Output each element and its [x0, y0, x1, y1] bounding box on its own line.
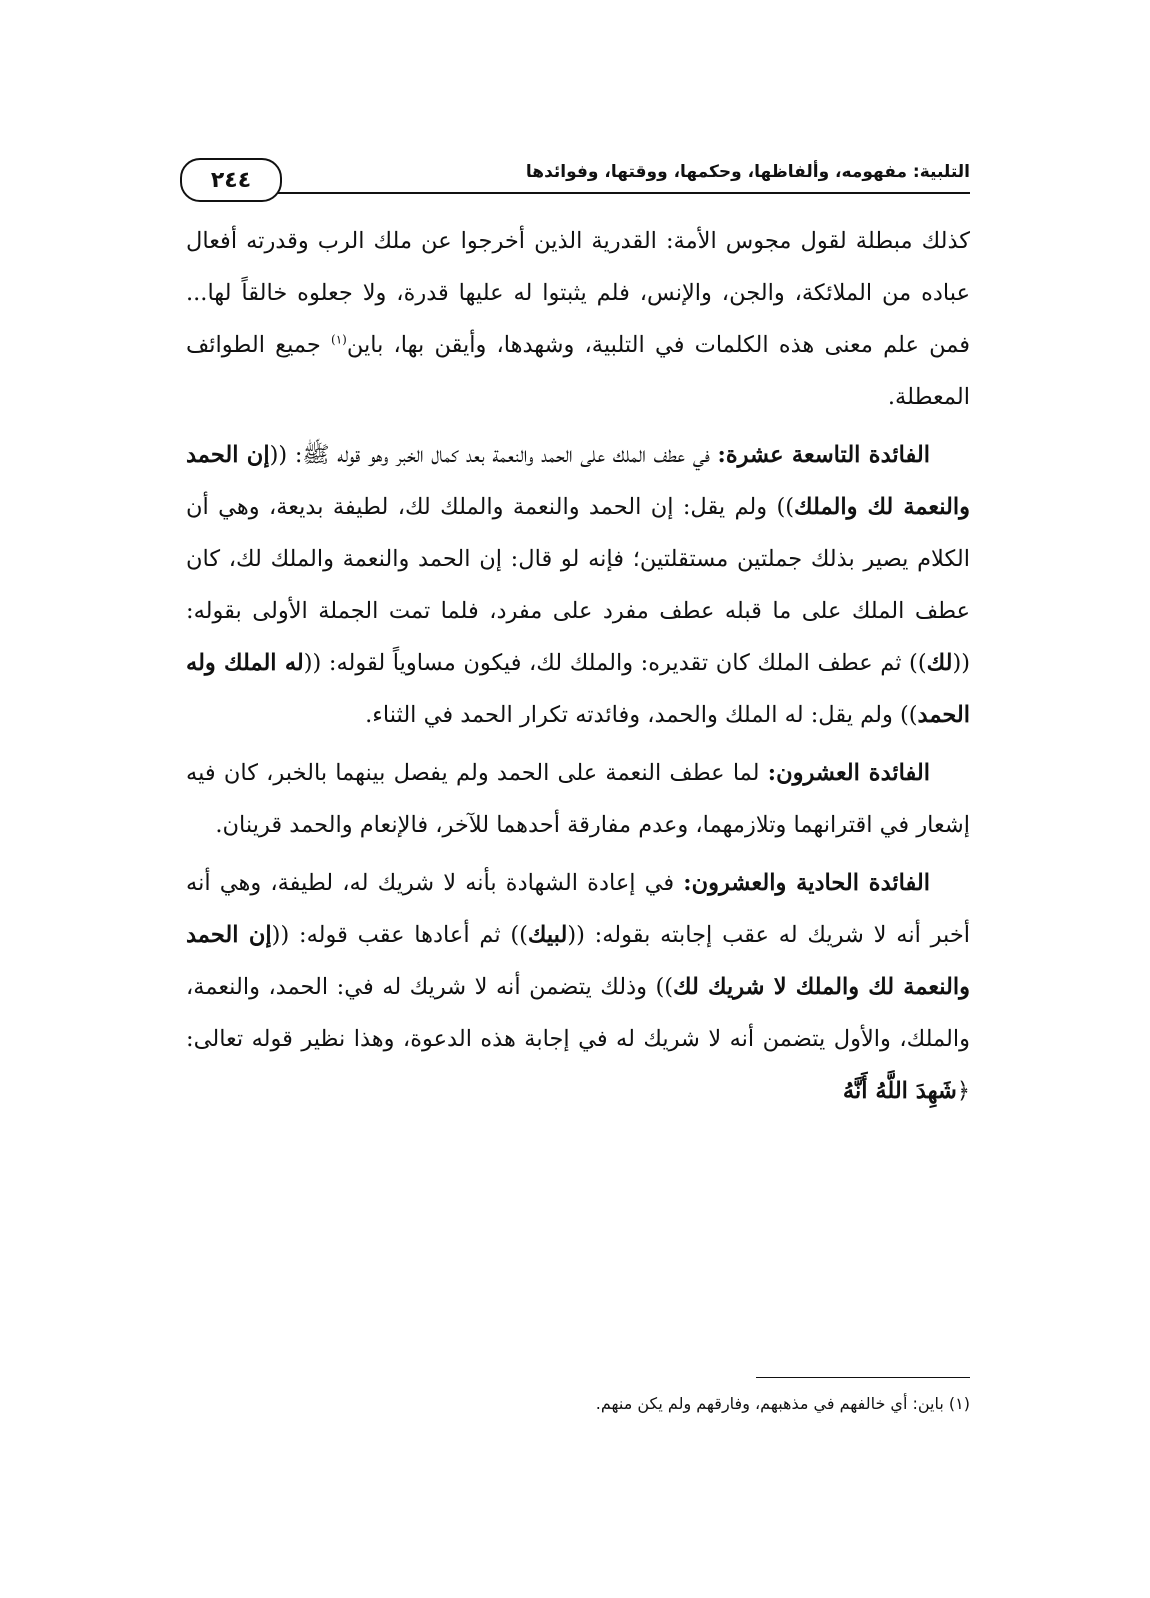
paragraph-text: في عطف الملك على الحمد والنعمة بعد كمال الخبر وهو قوله ﷺ: (( [269, 442, 718, 468]
header-rule [238, 192, 970, 194]
running-header-title: التلبية: مفهومه، وألفاظها، وحكمها، ووقتها، وفوائدها [525, 162, 970, 182]
page-header [180, 158, 970, 204]
footnote: (١) باين: أي خالفهم في مذهبهم، وفارقهم ولم يكن منهم. [595, 1394, 970, 1413]
paragraph-2 [186, 429, 970, 741]
quoted-phrase: إن الحمد والنعمة لك والملك لا شريك لك [186, 922, 970, 1000]
paragraph-text: )) ولم يقل: إن الحمد والنعمة والملك لك، لطيفة بديعة، وهي أن الكلام يصير بذلك جملتين مستقلتين؛ فإنه لو قال: إن الحمد والنعمة والملك لك، كان عطف الملك على ما قبله عطف مفرد على مفرد، فلما تمت الجملة الأولى بقوله: (( [186, 494, 970, 676]
quoted-phrase: له الملك وله الحمد [186, 650, 970, 728]
paragraph-text: )) ولم يقل: له الملك والحمد، وفائدته تكرار الحمد في الثناء. [365, 702, 918, 728]
section-lead: الفائدة الحادية والعشرون: [683, 870, 930, 896]
paragraph-text: لما عطف النعمة على الحمد ولم يفصل بينهما بالخبر، كان فيه إشعار في اقترانهما وتلازمهما، وعدم مفارقة أحدهما للآخر، فالإنعام والحمد قرينان. [186, 760, 970, 838]
quoted-phrase: لبيك [527, 922, 568, 948]
paragraph-text: )) ثم أعادها عقب قوله: (( [271, 922, 528, 948]
paragraph-text: في إعادة الشهادة بأنه لا شريك له، لطيفة، وهي أنه أخبر أنه لا شريك له عقب إجابته بقوله: (( [186, 870, 970, 948]
paragraph-text: )) ثم عطف الملك كان تقديره: والملك لك، فيكون مساوياً لقوله: (( [303, 650, 927, 676]
quoted-phrase: لك [926, 650, 953, 676]
paragraph-text: )) وذلك يتضمن أنه لا شريك له في: الحمد، والنعمة، والملك، والأول يتضمن أنه لا شريك له في إجابة هذه الدعوة، وهذا نظير قوله تعالى: ﴿ [186, 974, 970, 1104]
quoted-phrase: إن الحمد والنعمة لك والملك [186, 442, 971, 520]
paragraph-text: كذلك مبطلة لقول مجوس الأمة: القدرية الذين أخرجوا عن ملك الرب وقدرته أفعال عباده من الملائكة، والجن، والإنس، فلم يثبتوا له عليها قدرة، ولا جعلوه خالقاً لها... فمن علم معنى هذه الكلمات في التلبية، وشهدها، وأيقن بها، باين [186, 228, 970, 358]
footnote-reference: (١) [331, 332, 347, 347]
section-lead: الفائدة العشرون: [767, 760, 931, 786]
quoted-verse: شَهِدَ اللَّهُ أَنَّهُ [842, 1078, 957, 1104]
paragraph-text: جميع الطوائف المعطلة. [186, 332, 970, 410]
main-text [186, 215, 970, 1123]
page-number-badge: ٢٤٤ [180, 158, 282, 202]
paragraph-4 [186, 857, 970, 1117]
footnote-rule [756, 1377, 970, 1378]
paragraph-3 [186, 747, 970, 851]
paragraph-1 [186, 215, 970, 423]
section-lead: الفائدة التاسعة عشرة: [717, 442, 931, 468]
